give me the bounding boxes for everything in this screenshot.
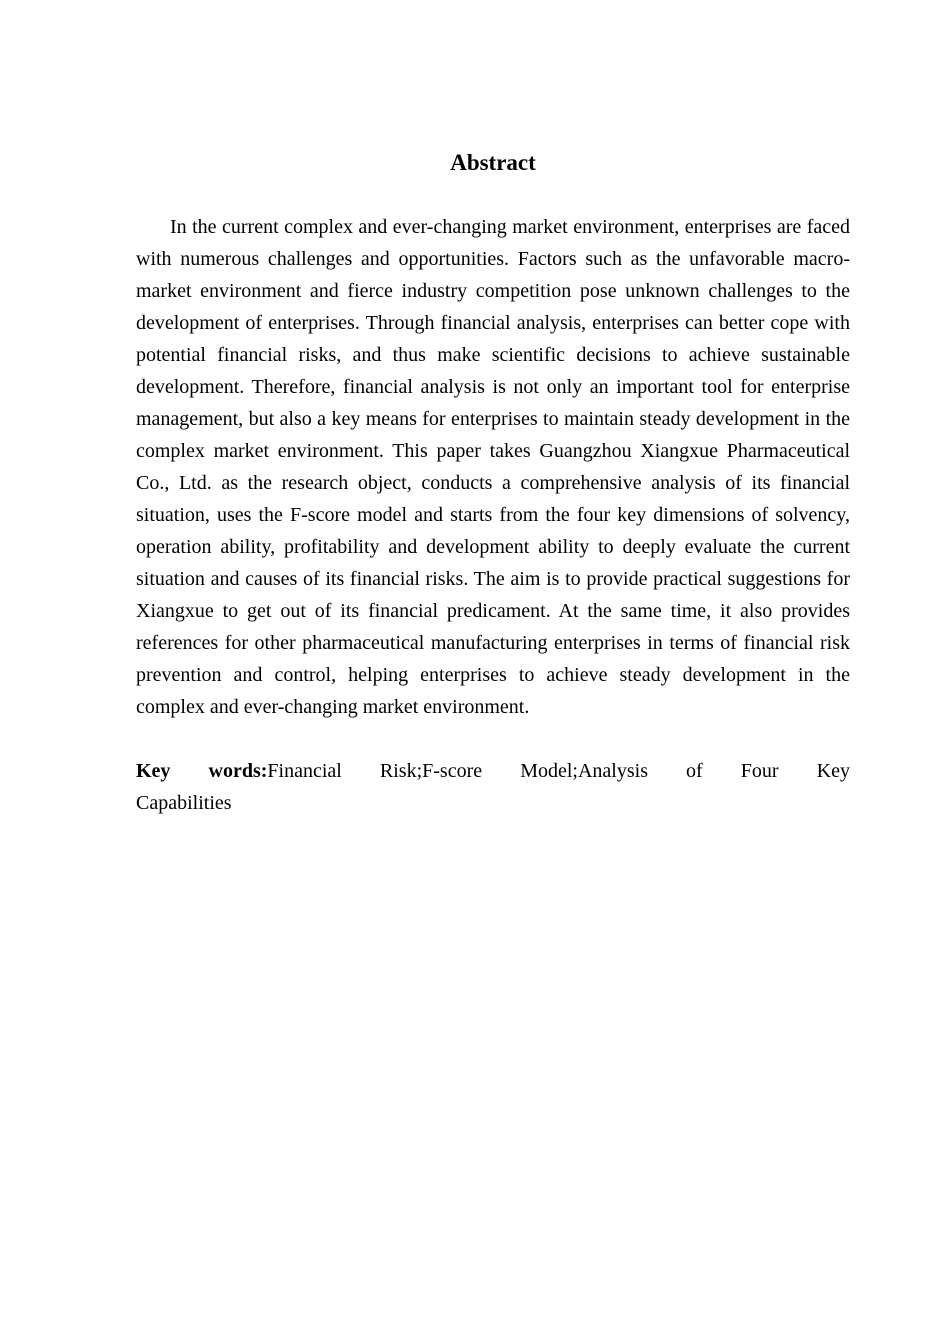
keywords-label: Key words: — [136, 760, 268, 782]
keywords-text: Financial Risk;F-score Model;Analysis of Four Key Capabilities — [136, 760, 850, 814]
abstract-title: Abstract — [450, 150, 536, 175]
document-page — [136, 145, 850, 819]
keywords-line — [136, 755, 850, 819]
abstract-body: In the current complex and ever-changing market environment, enterprises are faced with numerous challenges and opportunities. Factors such as the unfavorable macro-market environment and fierce industry competition pose unknown challenges to the development of enterprises. Through financial analysis, enterprises can better cope with potential financial risks, and thus make scientific decisions to achieve sustainable development. Therefore, financial analysis is not only an important tool for enterprise management, but also a key means for enterprises to maintain steady development in the complex market environment. This paper takes Guangzhou Xiangxue Pharmaceutical Co., Ltd. as the research object, conducts a comprehensive analysis of its financial situation, uses the F-score model and starts from the four key dimensions of solvency, operation ability, profitability and development ability to deeply evaluate the current situation and causes of its financial risks. The aim is to provide practical suggestions for Xiangxue to get out of its financial predicament. At the same time, it also provides references for other pharmaceutical manufacturing enterprises in terms of financial risk prevention and control, helping enterprises to achieve steady development in the complex and ever-changing market environment. — [136, 216, 850, 718]
